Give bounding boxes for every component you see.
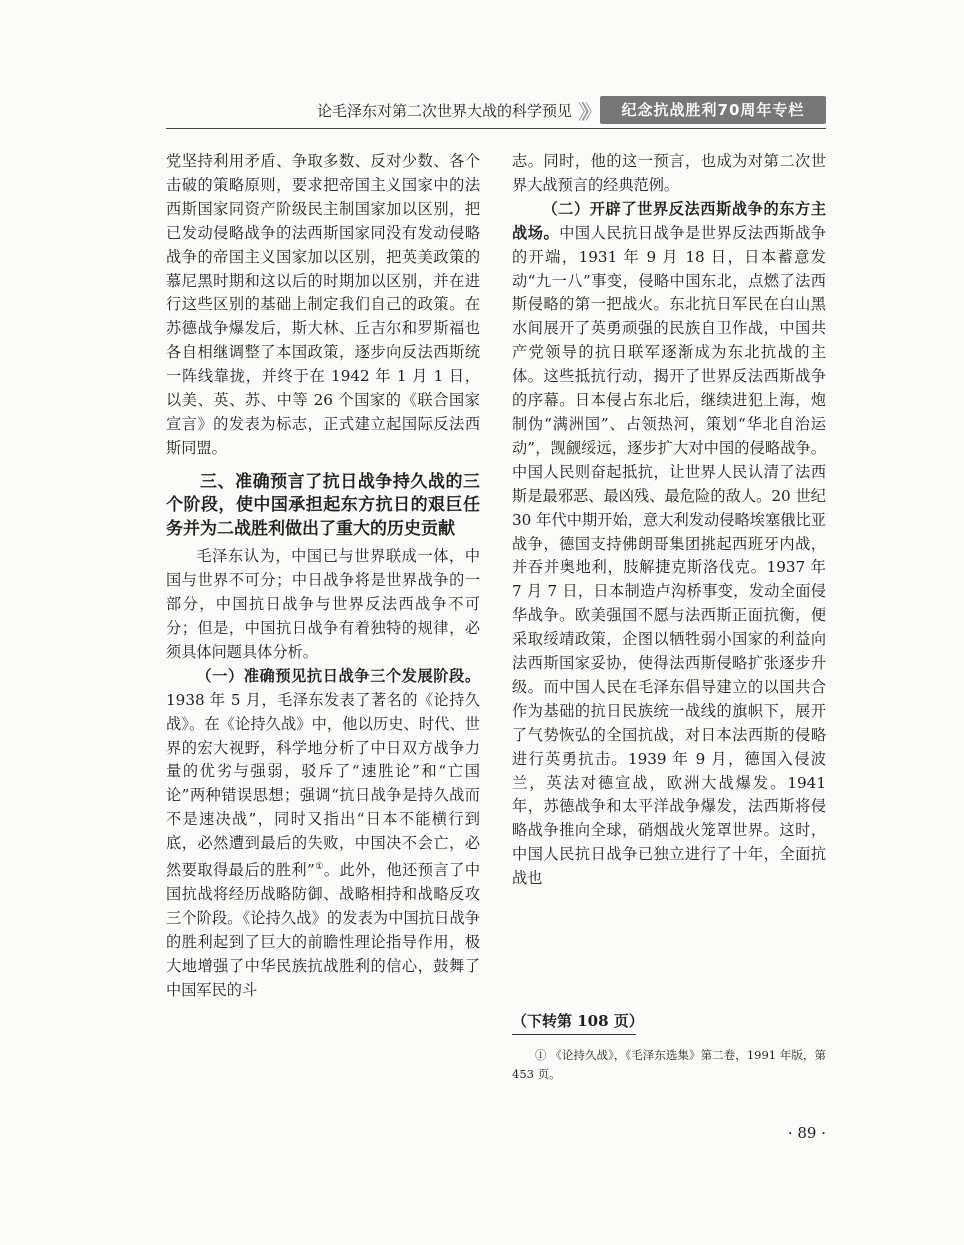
article-title: 论毛泽东对第二次世界大战的科学预见 (316, 102, 572, 120)
section-title: 三、准确预言了抗日战争持久战的三个阶段，使中国承担起东方抗日的艰巨任务并为二战胜利做出了重大的历史贡献 (166, 471, 480, 539)
paragraph: 志。同时，他的这一预言，也成为对第二次世界大战预言的经典范例。 (512, 152, 826, 194)
footnote: ① 《论持久战》，《毛泽东选集》第二卷，1991 年版，第 453 页。 (512, 1048, 826, 1081)
footnote-divider (512, 1034, 636, 1035)
subsection-title: （二）开辟了世界反法西斯战争的东方主战场。 (512, 199, 826, 242)
paragraph: 党坚持利用矛盾、争取多数、反对少数、各个击破的策略原则，要求把帝国主义国家中的法西斯国家同资产阶级民主制国家加以区别，把已发动侵略战争的法西斯国家同没有发动侵略战争的帝国主义国家加以区别，把英美政策的慕尼黑时期和这以后的时期加以区别，并在进行这些区别的基础上制定我们自己的政策。在苏德战争爆发后，斯大林、丘吉尔和罗斯福也各自相继调整了本国政策，逐步向反法西斯统一阵线靠拢，并终于在 1942 年 1 月 1 日，以美、英、苏、中等 26 个国家的《联合国家宣言》的发表为标志，正式建立起国际反法西斯同盟。 (166, 152, 480, 457)
page-number: · 89 · (787, 1124, 826, 1142)
paragraph (512, 198, 826, 891)
footnote-marker[interactable]: ① (314, 862, 324, 873)
paragraph-text: 1938 年 5 月，毛泽东发表了著名的《论持久战》。在《论持久战》中，他以历史、时代、世界的宏大视野，科学地分析了中日双方战争力量的优劣与强弱，驳斥了“速胜论”和“亡国论”两种错误思想；强调“抗日战争是持久战而不是速决战”，同时又指出“日本不能横行到底，必然遭到最后的失败，中国决不会亡，必然要取得最后的胜利” (166, 690, 480, 880)
running-header (166, 96, 826, 126)
header-divider (166, 128, 826, 129)
paragraph-text: 。此外，他还预言了中国抗战将经历战略防御、战略相持和战略反攻三个阶段。《论持久战》的发表为中国抗日战争的胜利起到了巨大的前瞻性理论指导作用，极大地增强了中华民族抗战胜利的信心，鼓舞了中国军民的斗 (166, 861, 481, 999)
subsection-title: （一）准确预见抗日战争三个发展阶段。 (196, 666, 480, 685)
left-column (166, 150, 480, 1003)
paragraph: 毛泽东认为，中国已与世界联成一体，中国与世界不可分；中日战争将是世界战争的一部分，中国抗日战争与世界反法西战争不可分；但是，中国抗日战争有着独特的规律，必须具体问题具体分析。 (166, 547, 480, 661)
paragraph (166, 665, 480, 1003)
continued-note: （下转第 108 页） (512, 1012, 644, 1030)
right-column (512, 150, 826, 891)
column-name-badge: 纪念抗战胜利70周年专栏 (600, 96, 826, 124)
paragraph-text: 中国人民抗日战争是世界反法西斯战争的开端，1931 年 9 月 18 日，日本蓄意发动“九一八”事变，侵略中国东北，点燃了法西斯侵略的第一把战火。东北抗日军民在白山黑水间展开了英勇顽强的民族自卫作战，中国共产党领导的抗日联军逐渐成为东北抗战的主体。这些抵抗行动，揭开了世界反法西斯战争的序幕。日本侵占东北后，继续进犯上海，炮制伪“满洲国”、占领热河，策划“华北自治运动”，觊觎绥远，逐步扩大对中国的侵略战争。中国人民则奋起抵抗，让世界人民认清了法西斯是最邪恶、最凶残、最危险的敌人。20 世纪 30 年代中期开始，意大利发动侵略埃塞俄比亚战争，德国支持佛朗哥集团挑起西班牙内战，并吞并奥地利，肢解捷克斯洛伐克。1937 年 7 月 7 日，日本制造卢沟桥事变，发动全面侵华战争。欧美强国不愿与法西斯正面抗衡，便采取绥靖政策，企图以牺牲弱小国家的利益向法西斯国家妥协，使得法西斯侵略扩张逐步升级。而中国人民在毛泽东倡导建立的以国共合作为基础的抗日民族统一战线的旗帜下，展开了气势恢弘的全国抗战，对日本法西斯的侵略进行英勇抗击。1939 年 9 月，德国入侵波兰，英法对德宣战，欧洲大战爆发。1941 年，苏德战争和太平洋战争爆发，法西斯将侵略战争推向全球，硝烟战火笼罩世界。这时，中国人民抗日战争已独立进行了十年，全面抗战也 (512, 223, 827, 888)
double-chevron-icon: 》》 (578, 100, 596, 124)
